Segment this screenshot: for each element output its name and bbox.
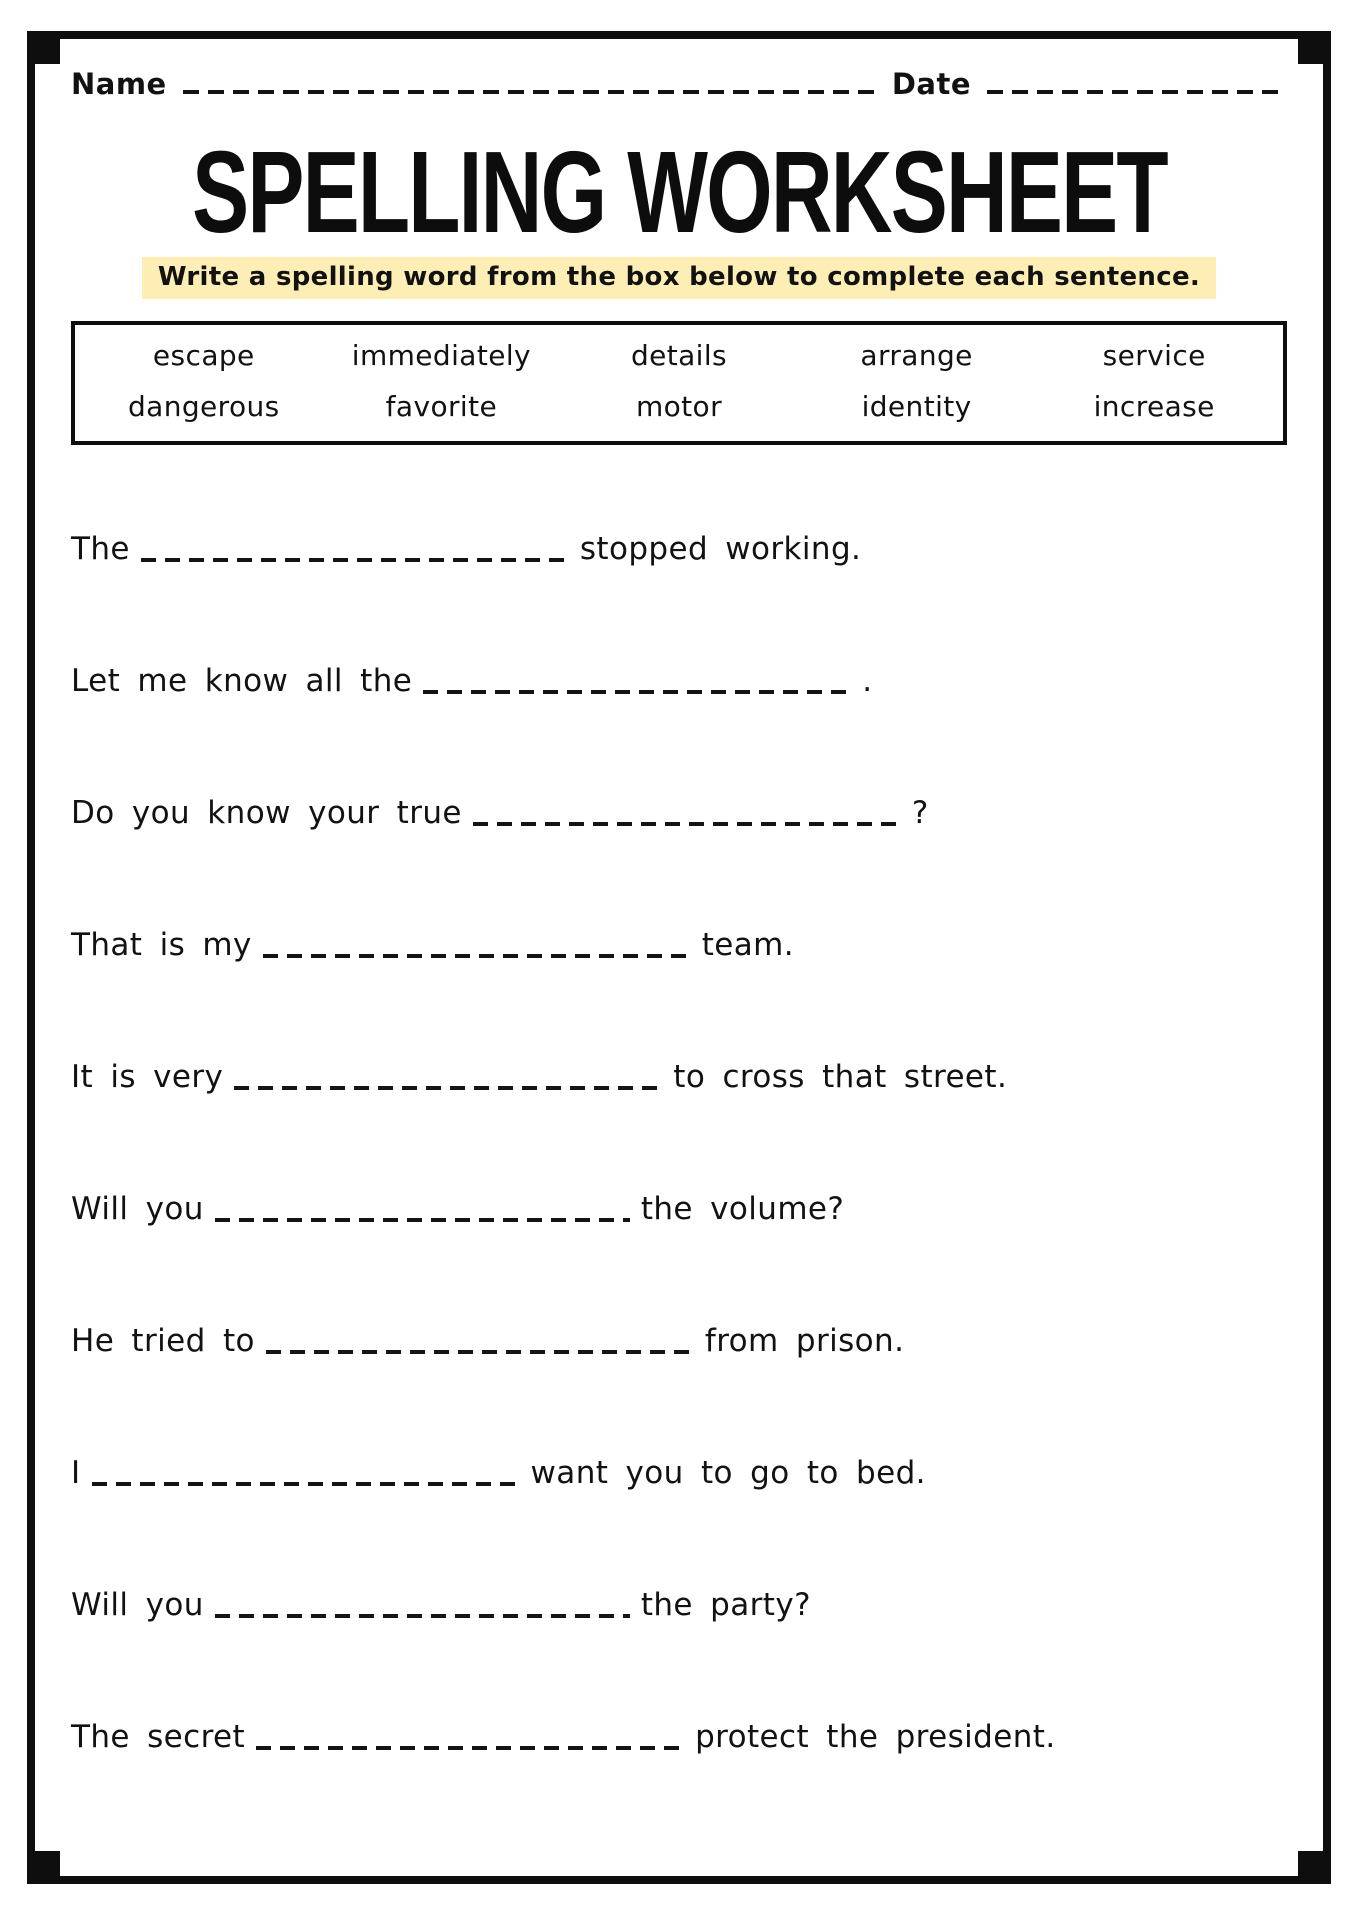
name-date-header [71, 67, 1287, 101]
word-box-word: details [630, 339, 728, 372]
sentence-blank [263, 954, 691, 958]
sentence-row-4 [71, 927, 1287, 969]
word-box [71, 321, 1287, 445]
word-box-word: favorite [385, 390, 498, 423]
sentence-after: the party? [640, 1587, 811, 1623]
sentence-row-2 [71, 663, 1287, 705]
sentence-blank [473, 822, 901, 826]
sentence-before: The [71, 531, 130, 567]
sentence-before: Do you know your true [71, 795, 462, 831]
date-label: Date [891, 67, 971, 101]
sentence-blank [141, 558, 569, 562]
sentence-after: team. [701, 927, 795, 963]
sentence-blank [266, 1350, 694, 1354]
sentence-after: protect the president. [695, 1719, 1056, 1755]
sentence-before: He tried to [71, 1323, 255, 1359]
sentence-blank [92, 1482, 520, 1486]
title-area [71, 127, 1287, 258]
name-blank-line [183, 90, 874, 94]
instruction-area [71, 257, 1287, 299]
word-box-word: identity [861, 390, 972, 423]
sentence-row-3 [71, 795, 1287, 837]
word-box-word: dangerous [127, 390, 280, 423]
sentence-before: Will you [71, 1587, 204, 1623]
sentence-after: to cross that street. [673, 1059, 1008, 1095]
word-box-word: increase [1093, 390, 1215, 423]
sentence-row-10 [71, 1719, 1287, 1761]
word-box-word: escape [152, 339, 255, 372]
sentence-row-7 [71, 1323, 1287, 1365]
sentence-blank [234, 1086, 662, 1090]
page-content [35, 39, 1323, 1876]
sentence-blank [423, 690, 851, 694]
sentence-before: Will you [71, 1191, 204, 1227]
sentence-after: want you to go to bed. [530, 1455, 926, 1491]
sentence-before: I [71, 1455, 81, 1491]
sentence-row-5 [71, 1059, 1287, 1101]
word-box-word: arrange [860, 339, 973, 372]
sentence-after: . [862, 663, 873, 699]
sentence-before: It is very [71, 1059, 224, 1095]
sentence-blank [256, 1746, 684, 1750]
sentence-before: The secret [71, 1719, 246, 1755]
sentence-row-9 [71, 1587, 1287, 1629]
sentence-blank [215, 1218, 630, 1222]
sentence-row-6 [71, 1191, 1287, 1233]
sentence-row-8 [71, 1455, 1287, 1497]
date-blank-line [987, 90, 1287, 94]
word-box-word: immediately [351, 339, 531, 372]
sentence-before: That is my [71, 927, 252, 963]
word-box-word: motor [635, 390, 722, 423]
sentence-row-1 [71, 531, 1287, 573]
sentence-before: Let me know all the [71, 663, 413, 699]
sentence-blank [215, 1614, 630, 1618]
name-label: Name [71, 67, 167, 101]
sentence-after: ? [911, 795, 929, 831]
sentence-after: stopped working. [579, 531, 862, 567]
instruction-banner: Write a spelling word from the box below to complete each sentence. [142, 257, 1216, 299]
sentence-after: from prison. [704, 1323, 905, 1359]
sentence-list [71, 531, 1287, 1761]
word-box-word: service [1102, 339, 1206, 372]
sentence-after: the volume? [640, 1191, 845, 1227]
page-title: SPELLING WORKSHEET [191, 128, 1167, 258]
